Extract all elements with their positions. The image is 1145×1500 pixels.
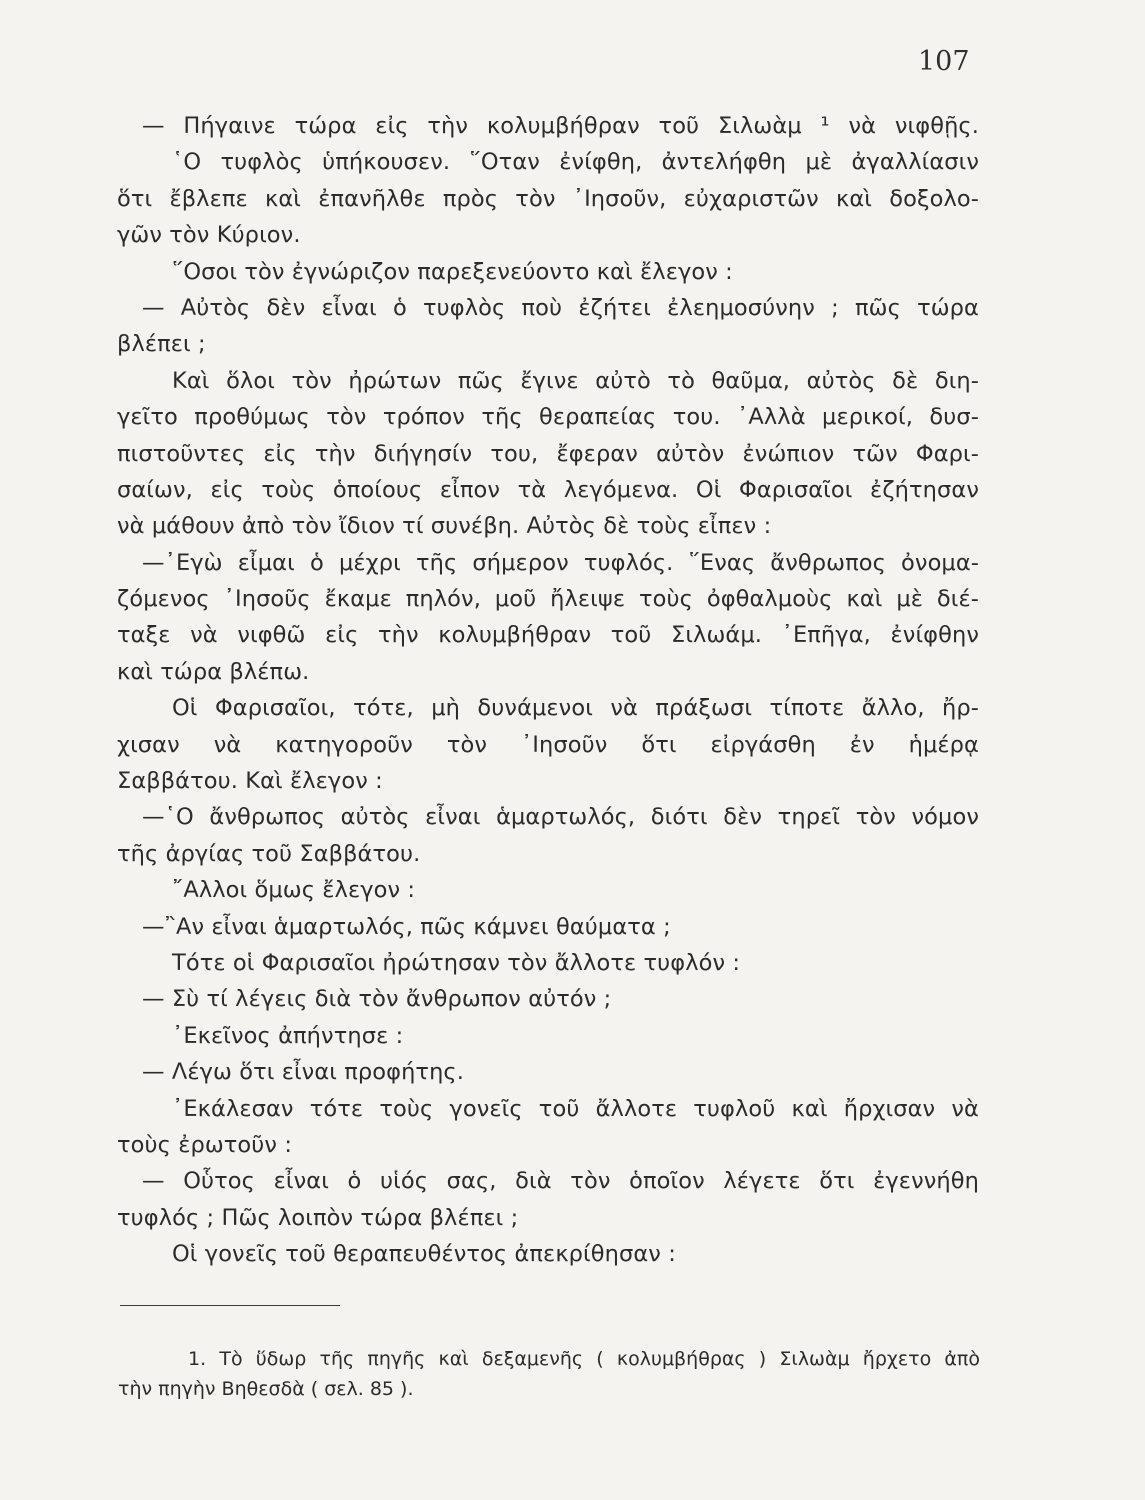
text-line: —᾿Εγὼ εἶμαι ὁ μέχρι τῆς σήμερον τυφλός. ῞Ενας ἄνθρωπος ὀνομα-	[142, 549, 979, 576]
text-line: ταξε νὰ νιφθῶ εἰς τὴν κολυμβήθραν τοῦ Σιλωάμ. ᾿Επῆγα, ἐνίφθην	[117, 622, 979, 649]
text-line: ᾿Εκάλεσαν τότε τοὺς γονεῖς τοῦ ἄλλοτε τυφλοῦ καὶ ἤρχισαν νὰ	[172, 1095, 979, 1122]
text-line: — Αὐτὸς δὲν εἶναι ὁ τυφλὸς ποὺ ἐζήτει ἐλεημοσύνην ; πῶς τώρα	[142, 294, 979, 321]
text-line: γεῖτο προθύμως τὸν τρόπον τῆς θεραπείας του. ᾿Αλλὰ μερικοί, δυσ-	[117, 404, 979, 431]
text-line: τῆς ἀργίας τοῦ Σαββάτου.	[117, 840, 421, 867]
text-line: νὰ μάθουν ἀπὸ τὸν ἴδιον τί συνέβη. Αὐτὸς δὲ τοὺς εἶπεν :	[117, 513, 772, 540]
text-line: σαίων, εἰς τοὺς ὁποίους εἶπον τὰ λεγόμενα. Οἱ Φαρισαῖοι ἐζήτησαν	[117, 476, 979, 503]
text-line: — Πήγαινε τώρα εἰς τὴν κολυμβήθραν τοῦ Σιλωὰμ ¹ νὰ νιφθῇς.	[142, 113, 979, 139]
text-line: τυφλός ; Πῶς λοιπὸν τώρα βλέπει ;	[117, 1204, 519, 1231]
text-line: τοὺς ἐρωτοῦν :	[117, 1131, 293, 1158]
text-line: ζόμενος ᾿Ιησοῦς ἔκαμε πηλόν, μοῦ ἤλειψε τοὺς ὀφθαλμοὺς καὶ μὲ διέ-	[117, 586, 979, 613]
text-line: Τότε οἱ Φαρισαῖοι ἠρώτησαν τὸν ἄλλοτε τυφλόν :	[172, 949, 741, 976]
text-line: χισαν νὰ κατηγοροῦν τὸν ᾿Ιησοῦν ὅτι εἰργάσθη ἐν ἡμέρᾳ	[117, 731, 979, 758]
text-line: ὅτι ἔβλεπε καὶ ἐπανῆλθε πρὸς τὸν ᾿Ιησοῦν, εὐχαριστῶν καὶ δοξολο-	[117, 185, 979, 212]
text-line: — Σὺ τί λέγεις διὰ τὸν ἄνθρωπον αὐτόν ;	[142, 986, 612, 1013]
text-line: —῾Ο ἄνθρωπος αὐτὸς εἶναι ἁμαρτωλός, διότι δὲν τηρεῖ τὸν νόμον	[142, 804, 979, 831]
text-line: ῎Αλλοι ὅμως ἔλεγον :	[172, 877, 416, 904]
text-line: βλέπει ;	[117, 331, 206, 358]
text-line: γῶν τὸν Κύριον.	[117, 222, 301, 249]
page-number: 107	[918, 46, 970, 77]
text-line: ῾Ο τυφλὸς ὑπήκουσεν. ῞Οταν ἐνίφθη, ἀντελήφθη μὲ ἀγαλλίασιν	[172, 149, 979, 176]
text-line: ᾿Εκεῖνος ἀπήντησε :	[172, 1022, 404, 1049]
body-text	[117, 108, 979, 1273]
text-line: — Λέγω ὅτι εἶναι προφήτης.	[142, 1059, 464, 1086]
text-line: — Οὗτος εἶναι ὁ υἱός σας, διὰ τὸν ὁποῖον λέγετε ὅτι ἐγεννήθη	[142, 1168, 979, 1195]
text-line: Οἱ Φαρισαῖοι, τότε, μὴ δυνάμενοι νὰ πράξωσι τίποτε ἄλλο, ἤρ-	[172, 695, 979, 722]
text-line: Σαββάτου. Καὶ ἔλεγον :	[117, 768, 383, 795]
footnotes	[118, 1344, 980, 1404]
footnote-divider	[120, 1305, 340, 1306]
footnote-line-2: τὴν πηγὴν Βηθεσδὰ ( σελ. 85 ).	[118, 1378, 414, 1400]
text-line: Καὶ ὅλοι τὸν ἠρώτων πῶς ἔγινε αὐτὸ τὸ θαῦμα, αὐτὸς δὲ διη-	[172, 367, 979, 394]
text-line: —῍Αν εἶναι ἁμαρτωλός, πῶς κάμνει θαύματα ;	[142, 913, 671, 940]
text-line: καὶ τώρα βλέπω.	[117, 658, 310, 685]
text-line: ῞Οσοι τὸν ἐγνώριζον παρεξενεύοντο καὶ ἔλεγον :	[172, 258, 733, 285]
text-line: πιστοῦντες εἰς τὴν διήγησίν του, ἔφεραν αὐτὸν ἐνώπιον τῶν Φαρι-	[117, 440, 979, 467]
text-line: Οἱ γονεῖς τοῦ θεραπευθέντος ἀπεκρίθησαν :	[172, 1241, 676, 1268]
footnote-line-1: 1. Τὸ ὕδωρ τῆς πηγῆς καὶ δεξαμενῆς ( κολυμβήθρας ) Σιλωὰμ ἤρχετο ἀπὸ	[188, 1348, 980, 1370]
